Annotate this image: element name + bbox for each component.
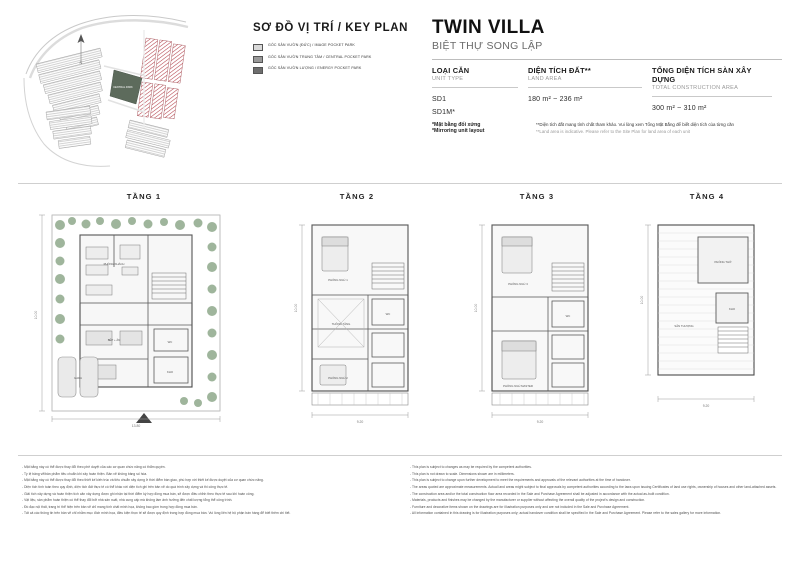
spec-column-unit-type [432, 66, 528, 119]
spec-column-land-area [528, 66, 652, 119]
disclaimer-line: - Vật liệu, sản phẩm hoàn thiện có thể thay đổi bởi nhà sản xuất, nhà cung cấp mà không làm ảnh hưởng đến chất lượng tổng thể công trình. [22, 498, 233, 503]
disclaimer-line: - The construction area and/or the total construction floor area recorded in the Sale and Purchase Agreement shall be adjusted in accordance with the actual as-built condition. [410, 491, 670, 496]
spec-header-en: UNIT TYPE [432, 76, 464, 83]
villa-header [432, 18, 782, 119]
disclaimer-line: - The areas quoted are approximate measurements. Actual land areas might subject to final approvals by competent authorities according to the laws upon issuing Certificates of land use rights, ownership of houses and other land-attached assets. [410, 484, 777, 489]
legend-swatch-icon [253, 67, 263, 74]
dimension-left: 10.00 [34, 310, 38, 320]
legend-swatch-icon [253, 44, 263, 51]
floor-label: TẦNG 1 [126, 192, 162, 201]
room-label: PHÒNG NGỦ 2 [328, 376, 348, 380]
disclaimer-line: - Mặt bằng này có thể được thay đổi theo phê duyệt của các cơ quan chức năng có thẩm quyền. [22, 465, 166, 469]
disclaimer-line: - Furniture and decorative items shown on the drawings are for illustration purposes only and are not included in the Sale and Purchase Agreement. [410, 504, 630, 509]
floor-plan-2 [272, 192, 442, 437]
compass-label: N [79, 60, 83, 64]
svg-text:CENTRAL PARK: CENTRAL PARK [113, 86, 133, 89]
divider [18, 455, 782, 456]
spec-column-construction-area [652, 66, 782, 119]
key-plan-map [18, 8, 228, 173]
divider [528, 87, 642, 88]
key-plan-title: SƠ ĐỒ VỊ TRÍ / KEY PLAN [253, 22, 409, 34]
disclaimer-line: - Tất cả các thông tin trên bản vẽ chỉ nhằm mục đích minh họa, điều kiện thực tế sẽ được quy định trong hợp đồng mua bán. Vui lòng liên hệ bộ phận bán hàng để biết thêm chi tiết. [22, 511, 291, 516]
dimension-left: 10.00 [294, 303, 298, 313]
footnote-land-vn: **Diện tích đất mang tính chất tham khảo. Vui lòng xem Tổng Mặt Bằng để biết diện tích của từng căn [536, 122, 734, 127]
disclaimer-vietnamese [22, 465, 372, 518]
room-label: PHÒNG THỜ [714, 260, 732, 264]
dimension-bottom: 9.20 [356, 420, 364, 424]
dimension-left: 10.00 [474, 303, 478, 313]
divider [432, 87, 518, 88]
spec-table [432, 66, 782, 119]
room-label: GARA [74, 376, 82, 380]
spec-header-vn: DIỆN TÍCH ĐẤT** [528, 65, 591, 75]
footnote-land-en: **Land area is indicative. Please refer to the Site Plan for land area of each unit [536, 128, 691, 134]
divider [18, 183, 782, 184]
disclaimer-line: - Tỷ lệ bảng vẽ/bản phẩm tiêu chuẩn khi xây hoàn thiện. Bản vẽ không bảng số hóa. [22, 471, 148, 476]
room-label: SÂN THƯỢNG [674, 324, 694, 328]
spec-value: 300 m² ~ 310 m² [652, 105, 707, 113]
dimension-bottom: 9.20 [536, 420, 544, 424]
disclaimer-line: - This plan is not drawn to scale. Dimensions shown are in millimeters. [410, 471, 515, 476]
disclaimer-line: - Đồ đạc nội thất, trang trí thể hiện trên bản vẽ chỉ mang tính chất minh họa, không bao gồm trong hợp đồng mua bán. [22, 504, 198, 509]
floor-3-svg [452, 207, 622, 432]
floor-1-svg [28, 207, 260, 432]
disclaimer-english [410, 465, 782, 518]
legend-item [253, 43, 413, 51]
legend-item [253, 66, 413, 74]
spec-header-vn: TỔNG DIỆN TÍCH SÀN XÂY DỰNG [652, 65, 752, 84]
legend-item [253, 55, 413, 63]
spec-header-en: TOTAL CONSTRUCTION AREA [652, 85, 739, 92]
room-label: PHÒNG NGỦ MASTER [503, 384, 533, 388]
page-subtitle: BIỆT THỰ SONG LẬP [432, 39, 543, 52]
room-label: WC [385, 312, 391, 316]
dimension-bottom: 13.80 [131, 424, 141, 428]
disclaimer-line: - All information contained in this drawing is for illustration purposes only; actual handover condition shall be specified in the Sale and Purchase Agreement. Please refer to the sales gallery for more information. [410, 511, 722, 516]
spec-value: 180 m² ~ 236 m² [528, 96, 583, 104]
divider [432, 59, 782, 60]
room-label: KHO [728, 307, 736, 311]
spec-header-en: LAND AREA [528, 76, 562, 83]
legend-label: GÓC SÂN VƯỜN LƯỢNG / ENERGY POCKET PARK [268, 66, 362, 70]
floor-label: TẦNG 3 [519, 192, 555, 201]
room-label: PHÒNG KHÁCH [103, 262, 125, 266]
dimension-bottom: 9.20 [702, 404, 710, 408]
room-label: PHÒNG NGỦ 1 [328, 278, 348, 282]
room-label: KHO [166, 370, 174, 374]
disclaimer-line: - Diện tích tính toán theo quy định, diện tích đất thực tế có thể khác với diện tích ghi trên bản vẽ do quá trình xây dựng và thi công thực tế. [22, 484, 229, 489]
disclaimer-line: - Giải tích xây dựng và hoàn thiện tích căn xây dựng được ghi nhận tại thời điểm ký hợp đồng mua bán, sẽ được điều chỉnh theo thực tế sau khi hoàn công. [22, 491, 255, 496]
floor-plan-4 [632, 192, 782, 437]
disclaimer-line: - Mặt bằng này có thể được thay đổi theo thiết kế kiến trúc và tiêu chuẩn xây dựng ở thời điểm bàn giao, phù hợp với thiết kế được duyệt của cơ quan chức năng. [22, 478, 264, 483]
footnote-mirror-vn: *Mặt bằng đối xứng [432, 122, 481, 128]
legend-label: GÓC SÂN VƯỜN TRUNG TÂM / CENTRAL POCKET PARK [268, 54, 372, 59]
room-label: WC [565, 314, 571, 318]
floor-4-svg [632, 207, 782, 432]
disclaimer-line: - This plan is subject to change upon further development to meet the requirements and approvals of the relevant authorities at the time of handover. [410, 478, 631, 483]
divider [652, 96, 772, 97]
room-label: PHÒNG NGỦ 3 [508, 282, 528, 286]
floor-plan-3 [452, 192, 622, 437]
room-label: WC [167, 340, 173, 344]
floor-plan-1 [28, 192, 260, 437]
legend-label: GÓC SÂN VƯỜN (ĐỨC) / IMAGE POCKET PARK [268, 43, 355, 47]
floor-label: TẦNG 4 [689, 192, 725, 201]
room-label: BẾP + ĂN [107, 338, 121, 342]
page-title: TWIN VILLA [432, 17, 545, 38]
site-plan-svg [18, 8, 228, 173]
spec-value: SD1M* [432, 108, 456, 116]
floor-label: TẦNG 2 [339, 192, 375, 201]
spec-value: SD1 [432, 96, 447, 104]
disclaimer-line: - Materials, products and finishes may be changed by the manufacturer or supplier without affecting the overall quality of the project's design and construction. [410, 498, 646, 503]
key-plan-legend-block [253, 22, 413, 78]
legend-swatch-icon [253, 56, 263, 63]
spec-header-vn: LOẠI CĂN [432, 65, 470, 75]
room-label: THÔNG TẦNG [331, 322, 351, 326]
floor-2-svg [272, 207, 442, 432]
dimension-left: 10.00 [640, 295, 644, 305]
footnote-mirror-en: *Mirroring unit layout [432, 128, 485, 134]
disclaimer-line: - This plan is subject to changes as may be required by the competent authorities. [410, 465, 532, 469]
villa-footnotes [432, 122, 782, 135]
compass-icon [70, 34, 92, 64]
